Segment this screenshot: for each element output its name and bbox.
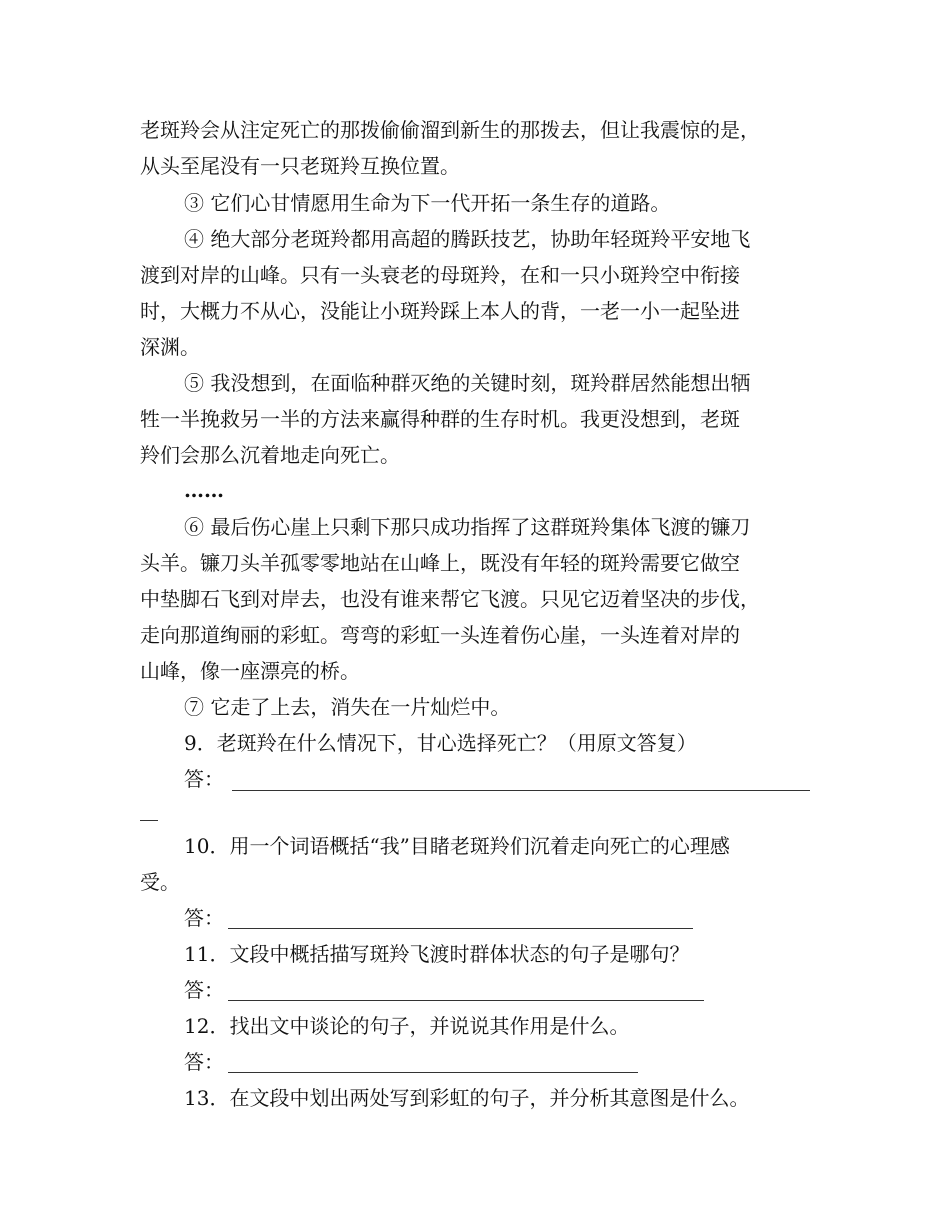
ellipsis-line: …… xyxy=(184,478,224,502)
passage-line: 山峰，像一座漂亮的桥。 xyxy=(140,659,360,683)
passage-line: 渡到对岸的山峰。只有一头衰老的母斑羚，在和一只小斑羚空中衔接 xyxy=(140,263,740,287)
passage-line: 中垫脚石飞到对岸去，也没有谁来帮它飞渡。只见它迈着坚决的步伐， xyxy=(140,587,760,611)
question-10-continued: 受。 xyxy=(140,870,180,894)
answer-label-11: 答： xyxy=(184,978,224,1002)
answer-label-9: 答： xyxy=(184,767,224,791)
answer-blank-9[interactable] xyxy=(232,790,810,791)
answer-label-10: 答： xyxy=(184,906,224,930)
passage-line: 老斑羚会从注定死亡的那拨偷偷溜到新生的那拨去，但让我震惊的是， xyxy=(140,118,760,142)
question-12: 12．找出文中谈论的句子，并说说其作用是什么。 xyxy=(184,1014,630,1038)
answer-blank-11[interactable] xyxy=(228,1000,704,1001)
question-13: 13．在文段中划出两处写到彩虹的句子，并分析其意图是什么。 xyxy=(184,1086,750,1110)
passage-line: ⑦ 它走了上去，消失在一片灿烂中。 xyxy=(184,695,511,719)
passage-line: 深渊。 xyxy=(140,335,200,359)
passage-line: ⑤ 我没想到，在面临种群灭绝的关键时刻，斑羚群居然能想出牺 xyxy=(184,371,751,395)
passage-line: 羚们会那么沉着地走向死亡。 xyxy=(140,443,400,467)
passage-line: 走向那道绚丽的彩虹。弯弯的彩虹一头连着伤心崖，一头连着对岸的 xyxy=(140,623,740,647)
question-11: 11．文段中概括描写斑羚飞渡时群体状态的句子是哪句？ xyxy=(184,942,690,966)
answer-blank-12[interactable] xyxy=(228,1072,638,1073)
passage-line: 头羊。镰刀头羊孤零零地站在山峰上，既没有年轻的斑羚需要它做空 xyxy=(140,551,740,575)
question-9: 9．老斑羚在什么情况下，甘心选择死亡？（用原文答复） xyxy=(184,731,697,755)
question-10: 10．用一个词语概括“我”目睹老斑羚们沉着走向死亡的心理感 xyxy=(184,834,730,858)
answer-blank-9-continued xyxy=(140,820,158,821)
passage-line: 牲一半挽救另一半的方法来赢得种群的生存时机。我更没想到，老斑 xyxy=(140,407,740,431)
answer-label-12: 答： xyxy=(184,1050,224,1074)
passage-line: 时，大概力不从心，没能让小斑羚踩上本人的背，一老一小一起坠进 xyxy=(140,299,740,323)
passage-line: 从头至尾没有一只老斑羚互换位置。 xyxy=(140,154,460,178)
passage-line: ④ 绝大部分老斑羚都用高超的腾跃技艺，协助年轻斑羚平安地飞 xyxy=(184,227,751,251)
passage-line: ③ 它们心甘情愿用生命为下一代开拓一条生存的道路。 xyxy=(184,191,671,215)
passage-line: ⑥ 最后伤心崖上只剩下那只成功指挥了这群斑羚集体飞渡的镰刀 xyxy=(184,515,751,539)
answer-blank-10[interactable] xyxy=(228,928,693,929)
